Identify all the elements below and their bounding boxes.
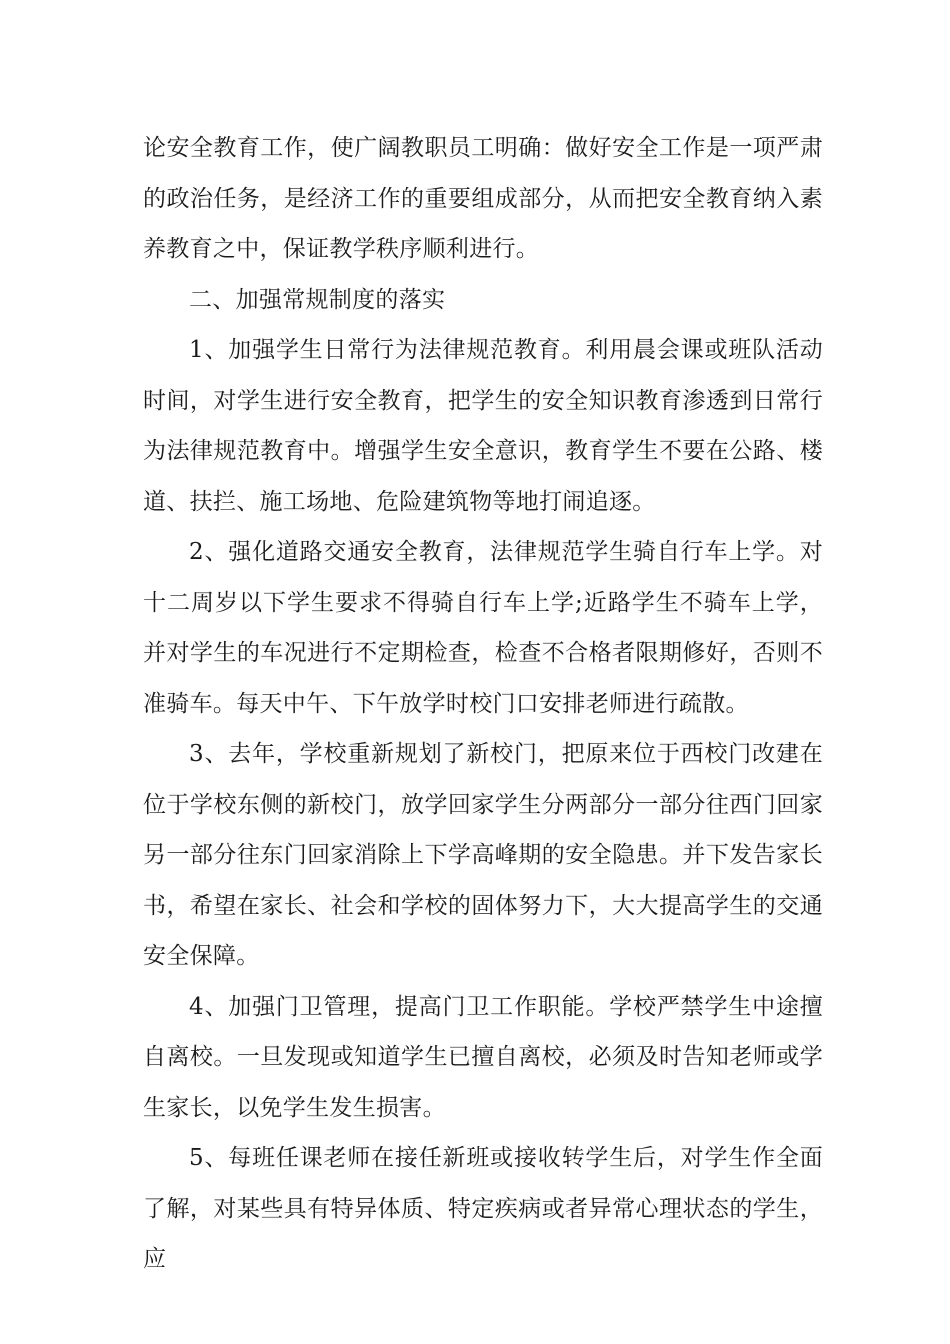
paragraph-item-5: 5、每班任课老师在接任新班或接收转学生后，对学生作全面了解，对某些具有特异体质、特定疾病或者异常心理状态的学生，应 (143, 1145, 823, 1272)
section-heading: 二、加强常规制度的落实 (189, 286, 446, 313)
document-body (143, 123, 823, 1285)
paragraph-item-1: 1、加强学生日常行为法律规范教育。利用晨会课或班队活动时间，对学生进行安全教育，把学生的安全知识教育渗透到日常行为法律规范教育中。增强学生安全意识，教育学生不要在公路、楼道、扶拦、施工场地、危险建筑物等地打闹追逐。 (143, 337, 823, 515)
paragraph-item-2: 2、强化道路交通安全教育，法律规范学生骑自行车上学。对十二周岁以下学生要求不得骑自行车上学;近路学生不骑车上学，并对学生的车况进行不定期检查，检查不合格者限期修好，否则不准骑车。每天中午、下午放学时校门口安排老师进行疏散。 (143, 539, 823, 717)
paragraph-item-3: 3、去年，学校重新规划了新校门，把原来位于西校门改建在位于学校东侧的新校门，放学回家学生分两部分一部分往西门回家另一部分往东门回家消除上下学高峰期的安全隐患。并下发告家长书，希望在家长、社会和学校的固体努力下，大大提高学生的交通安全保障。 (143, 741, 823, 969)
paragraph-intro-continuation: 论安全教育工作，使广阔教职员工明确：做好安全工作是一项严肃的政治任务，是经济工作的重要组成部分，从而把安全教育纳入素养教育之中，保证教学秩序顺利进行。 (143, 135, 823, 262)
paragraph-item-4: 4、加强门卫管理，提高门卫工作职能。学校严禁学生中途擅自离校。一旦发现或知道学生已擅自离校，必须及时告知老师或学生家长，以免学生发生损害。 (143, 993, 823, 1121)
